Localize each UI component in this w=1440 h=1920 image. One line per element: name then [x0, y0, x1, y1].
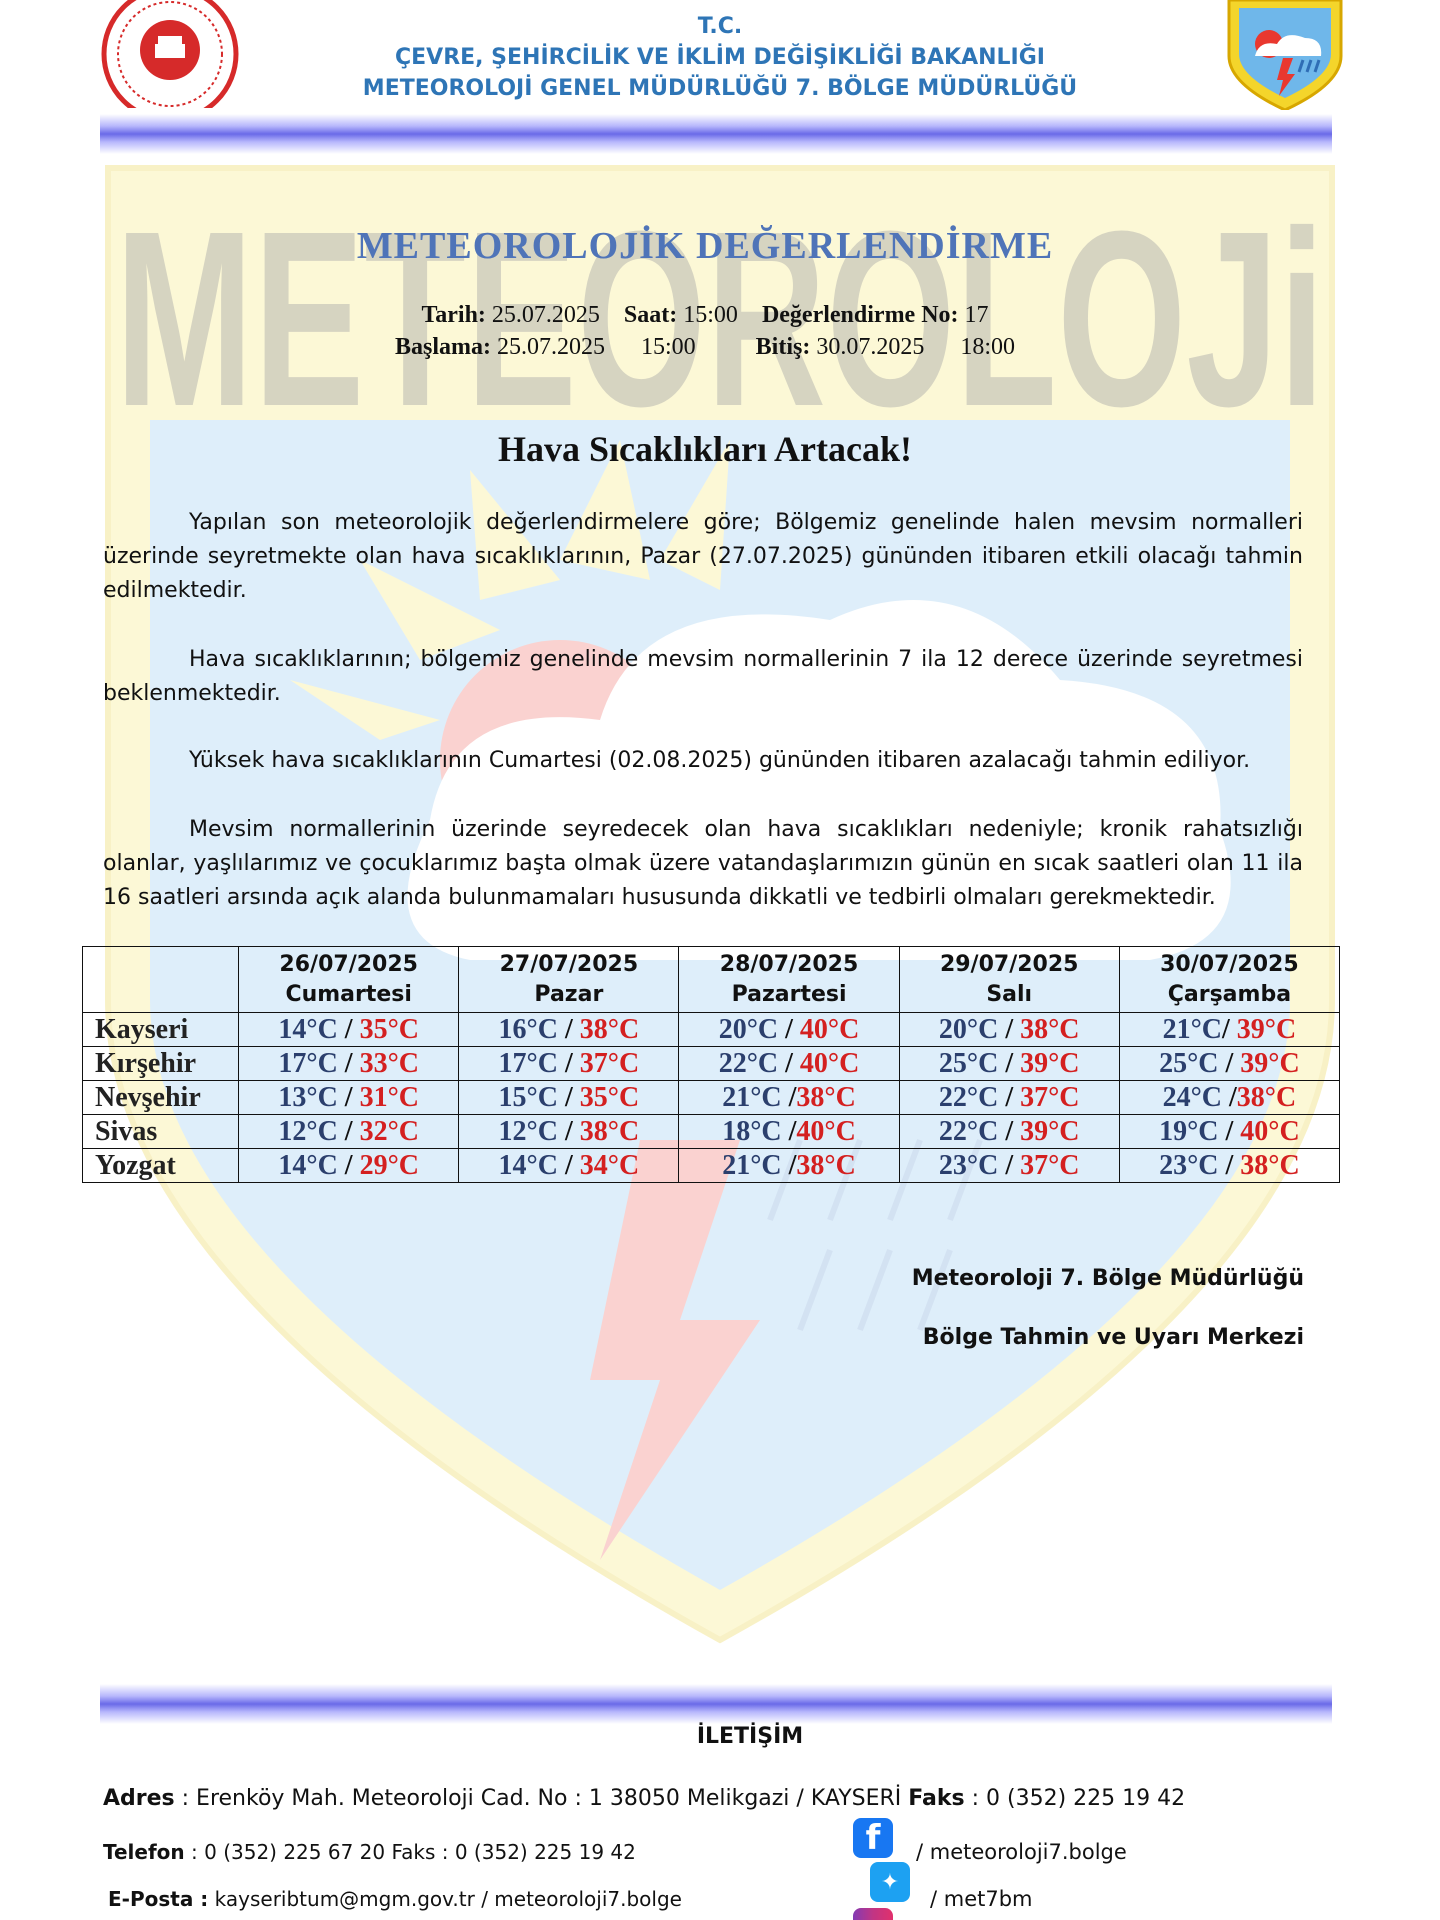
low-temp: 24°C: [1162, 1081, 1222, 1113]
temp-separator: /: [557, 1081, 580, 1113]
high-temp: 38°C: [1240, 1149, 1300, 1181]
table-header-day: [1119, 947, 1339, 1013]
temp-separator: /: [557, 1013, 580, 1045]
date-label: Tarih:: [421, 302, 486, 328]
low-temp: 13°C: [278, 1081, 338, 1113]
temp-separator: /: [557, 1115, 580, 1147]
high-temp: 38°C: [579, 1013, 640, 1045]
temp-cell: [899, 1115, 1119, 1149]
fax-label: Faks: [908, 1786, 965, 1811]
ministry-seal-logo: [100, 0, 240, 108]
temp-cell: [899, 1081, 1119, 1115]
temp-cell: [899, 1149, 1119, 1183]
temp-separator: /: [337, 1013, 360, 1045]
day-date: 26/07/2025: [279, 951, 418, 977]
high-temp: 40°C: [799, 1047, 860, 1079]
low-temp: 23°C: [1159, 1149, 1219, 1181]
paragraph-1: Yapılan son meteorolojik değerlendirmelere göre; Bölgemiz genelinde halen mevsim normalleri üzerinde seyretmekte olan hava sıcaklıklarının, Pazar (27.07.2025) gününden itibaren etkili olacağı tahmin edilmektedir.: [103, 510, 1303, 603]
header-divider-band: [100, 114, 1332, 154]
temp-separator: /: [998, 1081, 1021, 1113]
city-name: Nevşehir: [83, 1081, 239, 1115]
watermark-word: METEOROLOJi: [115, 179, 1325, 458]
temp-separator: /: [557, 1047, 580, 1079]
header-line-tc: T.C.: [697, 14, 743, 39]
temp-cell: [899, 1013, 1119, 1047]
table-header-corner: [83, 947, 239, 1013]
temp-cell: [459, 1115, 679, 1149]
high-temp: 40°C: [796, 1115, 856, 1147]
high-temp: 32°C: [359, 1115, 419, 1147]
assessment-no-label: Değerlendirme No:: [761, 302, 959, 328]
temp-separator: /: [781, 1149, 797, 1181]
temp-separator: /: [998, 1115, 1021, 1147]
low-temp: 19°C: [1159, 1115, 1219, 1147]
temp-separator: /: [781, 1115, 797, 1147]
high-temp: 33°C: [359, 1047, 419, 1079]
temp-cell: [1119, 1081, 1339, 1115]
temp-cell: [459, 1013, 679, 1047]
day-name: Salı: [986, 981, 1033, 1007]
signature-directorate: Meteoroloji 7. Bölge Müdürlüğü: [911, 1266, 1304, 1291]
email-line: [108, 1887, 682, 1911]
low-temp: 22°C: [938, 1081, 999, 1113]
temp-separator: /: [557, 1149, 580, 1181]
start-value: 25.07.2025 15:00: [496, 334, 696, 360]
address-value: : Erenköy Mah. Meteoroloji Cad. No : 1 38050 Melikgazi / KAYSERİ: [181, 1786, 902, 1811]
high-temp: 37°C: [1020, 1149, 1080, 1181]
temperature-forecast-table: [82, 946, 1340, 1183]
city-name: Sivas: [83, 1115, 239, 1149]
temp-cell: [239, 1013, 459, 1047]
temp-separator: /: [1218, 1047, 1241, 1079]
low-temp: 22°C: [938, 1115, 999, 1147]
low-temp: 14°C: [278, 1149, 338, 1181]
day-name: Pazar: [534, 981, 604, 1007]
temp-cell: [899, 1047, 1119, 1081]
low-temp: 21°C: [1162, 1013, 1222, 1045]
temp-cell: [1119, 1013, 1339, 1047]
high-temp: 29°C: [359, 1149, 419, 1181]
low-temp: 17°C: [278, 1047, 338, 1079]
temp-separator: /: [1218, 1149, 1241, 1181]
temp-separator: /: [1222, 1081, 1237, 1113]
temp-separator: /: [337, 1115, 360, 1147]
document-title: METEOROLOJİK DEĞERLENDİRME: [356, 225, 1054, 267]
low-temp: 15°C: [498, 1081, 558, 1113]
meteorology-shield-logo: [1225, 0, 1345, 110]
table-row: [83, 1149, 1340, 1183]
high-temp: 38°C: [1020, 1013, 1080, 1045]
high-temp: 38°C: [796, 1149, 856, 1181]
day-date: 28/07/2025: [719, 951, 859, 977]
temp-cell: [1119, 1149, 1339, 1183]
city-name: Kayseri: [83, 1013, 239, 1047]
date-value: 25.07.2025: [491, 302, 600, 328]
temp-separator: /: [998, 1013, 1021, 1045]
email-value[interactable]: kayseribtum@mgm.gov.tr / meteoroloji7.bolge: [214, 1887, 682, 1911]
time-label: Saat:: [623, 302, 678, 328]
temp-cell: [679, 1047, 899, 1081]
temp-cell: [679, 1081, 899, 1115]
table-row: [83, 1081, 1340, 1115]
temp-cell: [459, 1047, 679, 1081]
high-temp: 38°C: [579, 1115, 640, 1147]
fax-value: : 0 (352) 225 19 42: [971, 1786, 1186, 1811]
phone-line: [103, 1840, 636, 1864]
facebook-icon[interactable]: f: [853, 1818, 893, 1858]
low-temp: 16°C: [498, 1013, 558, 1045]
temp-cell: [459, 1081, 679, 1115]
high-temp: 31°C: [359, 1081, 419, 1113]
low-temp: 22°C: [718, 1047, 779, 1079]
low-temp: 20°C: [718, 1013, 779, 1045]
high-temp: 35°C: [359, 1013, 419, 1045]
instagram-icon[interactable]: [853, 1908, 893, 1920]
header-line-directorate: METEOROLOJİ GENEL MÜDÜRLÜĞÜ 7. BÖLGE MÜDÜRLÜĞÜ: [362, 76, 1078, 101]
day-name: Çarşamba: [1167, 981, 1292, 1007]
paragraph-2: Hava sıcaklıklarının; bölgemiz genelinde mevsim normallerinin 7 ila 12 derece üzerinde seyretmesi beklenmektedir.: [103, 647, 1303, 706]
low-temp: 14°C: [278, 1013, 338, 1045]
headline: Hava Sıcaklıkları Artacak!: [498, 429, 912, 469]
high-temp: 37°C: [579, 1047, 640, 1079]
low-temp: 18°C: [722, 1115, 782, 1147]
twitter-icon[interactable]: ✦: [870, 1862, 910, 1902]
day-name: Cumartesi: [285, 981, 412, 1007]
temp-cell: [679, 1013, 899, 1047]
address-label: Adres: [103, 1786, 175, 1811]
high-temp: 38°C: [1236, 1081, 1297, 1113]
phone-value: : 0 (352) 225 67 20 Faks : 0 (352) 225 19 42: [191, 1840, 636, 1864]
high-temp: 38°C: [796, 1081, 856, 1113]
temp-cell: [1119, 1047, 1339, 1081]
high-temp: 37°C: [1020, 1081, 1080, 1113]
meta-row-issue: [0, 302, 1410, 329]
temp-cell: [239, 1081, 459, 1115]
high-temp: 39°C: [1236, 1013, 1297, 1045]
paragraph-3: Yüksek hava sıcaklıklarının Cumartesi (02.08.2025) gününden itibaren azalacağı tahmin ediliyor.: [189, 748, 1251, 773]
table-header-day: [679, 947, 899, 1013]
city-name: Yozgat: [83, 1149, 239, 1183]
temp-separator: /: [1222, 1013, 1237, 1045]
temp-cell: [239, 1047, 459, 1081]
contact-heading: İLETİŞİM: [696, 1724, 804, 1749]
low-temp: 12°C: [278, 1115, 338, 1147]
high-temp: 34°C: [579, 1149, 640, 1181]
temp-cell: [239, 1115, 459, 1149]
temp-separator: /: [1218, 1115, 1241, 1147]
temp-separator: /: [998, 1149, 1021, 1181]
table-header-row: [83, 947, 1340, 1013]
meta-row-validity: [0, 334, 1410, 361]
temp-separator: /: [337, 1047, 360, 1079]
end-value: 30.07.2025 18:00: [816, 334, 1015, 360]
temp-cell: [679, 1115, 899, 1149]
facebook-handle[interactable]: / meteoroloji7.bolge: [916, 1840, 1127, 1864]
day-date: 30/07/2025: [1160, 951, 1299, 977]
institution-header: [300, 12, 1140, 104]
day-date: 27/07/2025: [499, 951, 639, 977]
signature-center: Bölge Tahmin ve Uyarı Merkezi: [922, 1325, 1304, 1350]
high-temp: 39°C: [1020, 1047, 1080, 1079]
table-header-day: [899, 947, 1119, 1013]
footer-divider-band: [100, 1684, 1332, 1724]
temp-cell: [239, 1149, 459, 1183]
low-temp: 25°C: [1159, 1047, 1219, 1079]
temp-cell: [679, 1149, 899, 1183]
temp-separator: /: [337, 1081, 360, 1113]
low-temp: 12°C: [498, 1115, 558, 1147]
temp-separator: /: [781, 1081, 797, 1113]
end-label: Bitiş:: [755, 334, 811, 360]
low-temp: 21°C: [722, 1149, 782, 1181]
temp-cell: [1119, 1115, 1339, 1149]
assessment-no-value: 17: [964, 302, 989, 328]
address-line: [103, 1786, 1185, 1811]
table-header-day: [459, 947, 679, 1013]
table-header-day: [239, 947, 459, 1013]
low-temp: 17°C: [498, 1047, 558, 1079]
low-temp: 21°C: [722, 1081, 782, 1113]
high-temp: 40°C: [799, 1013, 860, 1045]
temp-separator: /: [778, 1013, 800, 1045]
email-label: E-Posta :: [108, 1887, 209, 1911]
time-value: 15:00: [683, 302, 738, 328]
table-row: [83, 1047, 1340, 1081]
temp-cell: [459, 1149, 679, 1183]
high-temp: 39°C: [1240, 1047, 1300, 1079]
temp-separator: /: [778, 1047, 800, 1079]
phone-label: Telefon: [103, 1840, 185, 1864]
low-temp: 25°C: [938, 1047, 999, 1079]
city-name: Kırşehir: [83, 1047, 239, 1081]
table-row: [83, 1115, 1340, 1149]
low-temp: 14°C: [498, 1149, 558, 1181]
high-temp: 39°C: [1020, 1115, 1080, 1147]
high-temp: 35°C: [579, 1081, 640, 1113]
paragraph-4: Mevsim normallerinin üzerinde seyredecek olan hava sıcaklıkları nedeniyle; kronik rahatsızlığı olanlar, yaşlılarımız ve çocuklarımız başta olmak üzere vatandaşlarımızın günün en sıcak saatleri olan 11 ila 16 saatleri arsında açık alanda bulunmamaları hususunda dikkatli ve tedbirli olmaları gerekmektedir.: [103, 817, 1303, 910]
start-label: Başlama:: [394, 334, 491, 360]
day-date: 29/07/2025: [939, 951, 1079, 977]
temp-separator: /: [337, 1149, 360, 1181]
temp-separator: /: [998, 1047, 1021, 1079]
twitter-handle[interactable]: / met7bm: [930, 1887, 1033, 1911]
table-row: [83, 1013, 1340, 1047]
low-temp: 23°C: [938, 1149, 999, 1181]
day-name: Pazartesi: [731, 981, 847, 1007]
header-line-ministry: ÇEVRE, ŞEHİRCİLİK VE İKLİM DEĞİŞİKLİĞİ BAKANLIĞI: [395, 45, 1045, 70]
low-temp: 20°C: [938, 1013, 999, 1045]
high-temp: 40°C: [1240, 1115, 1300, 1147]
